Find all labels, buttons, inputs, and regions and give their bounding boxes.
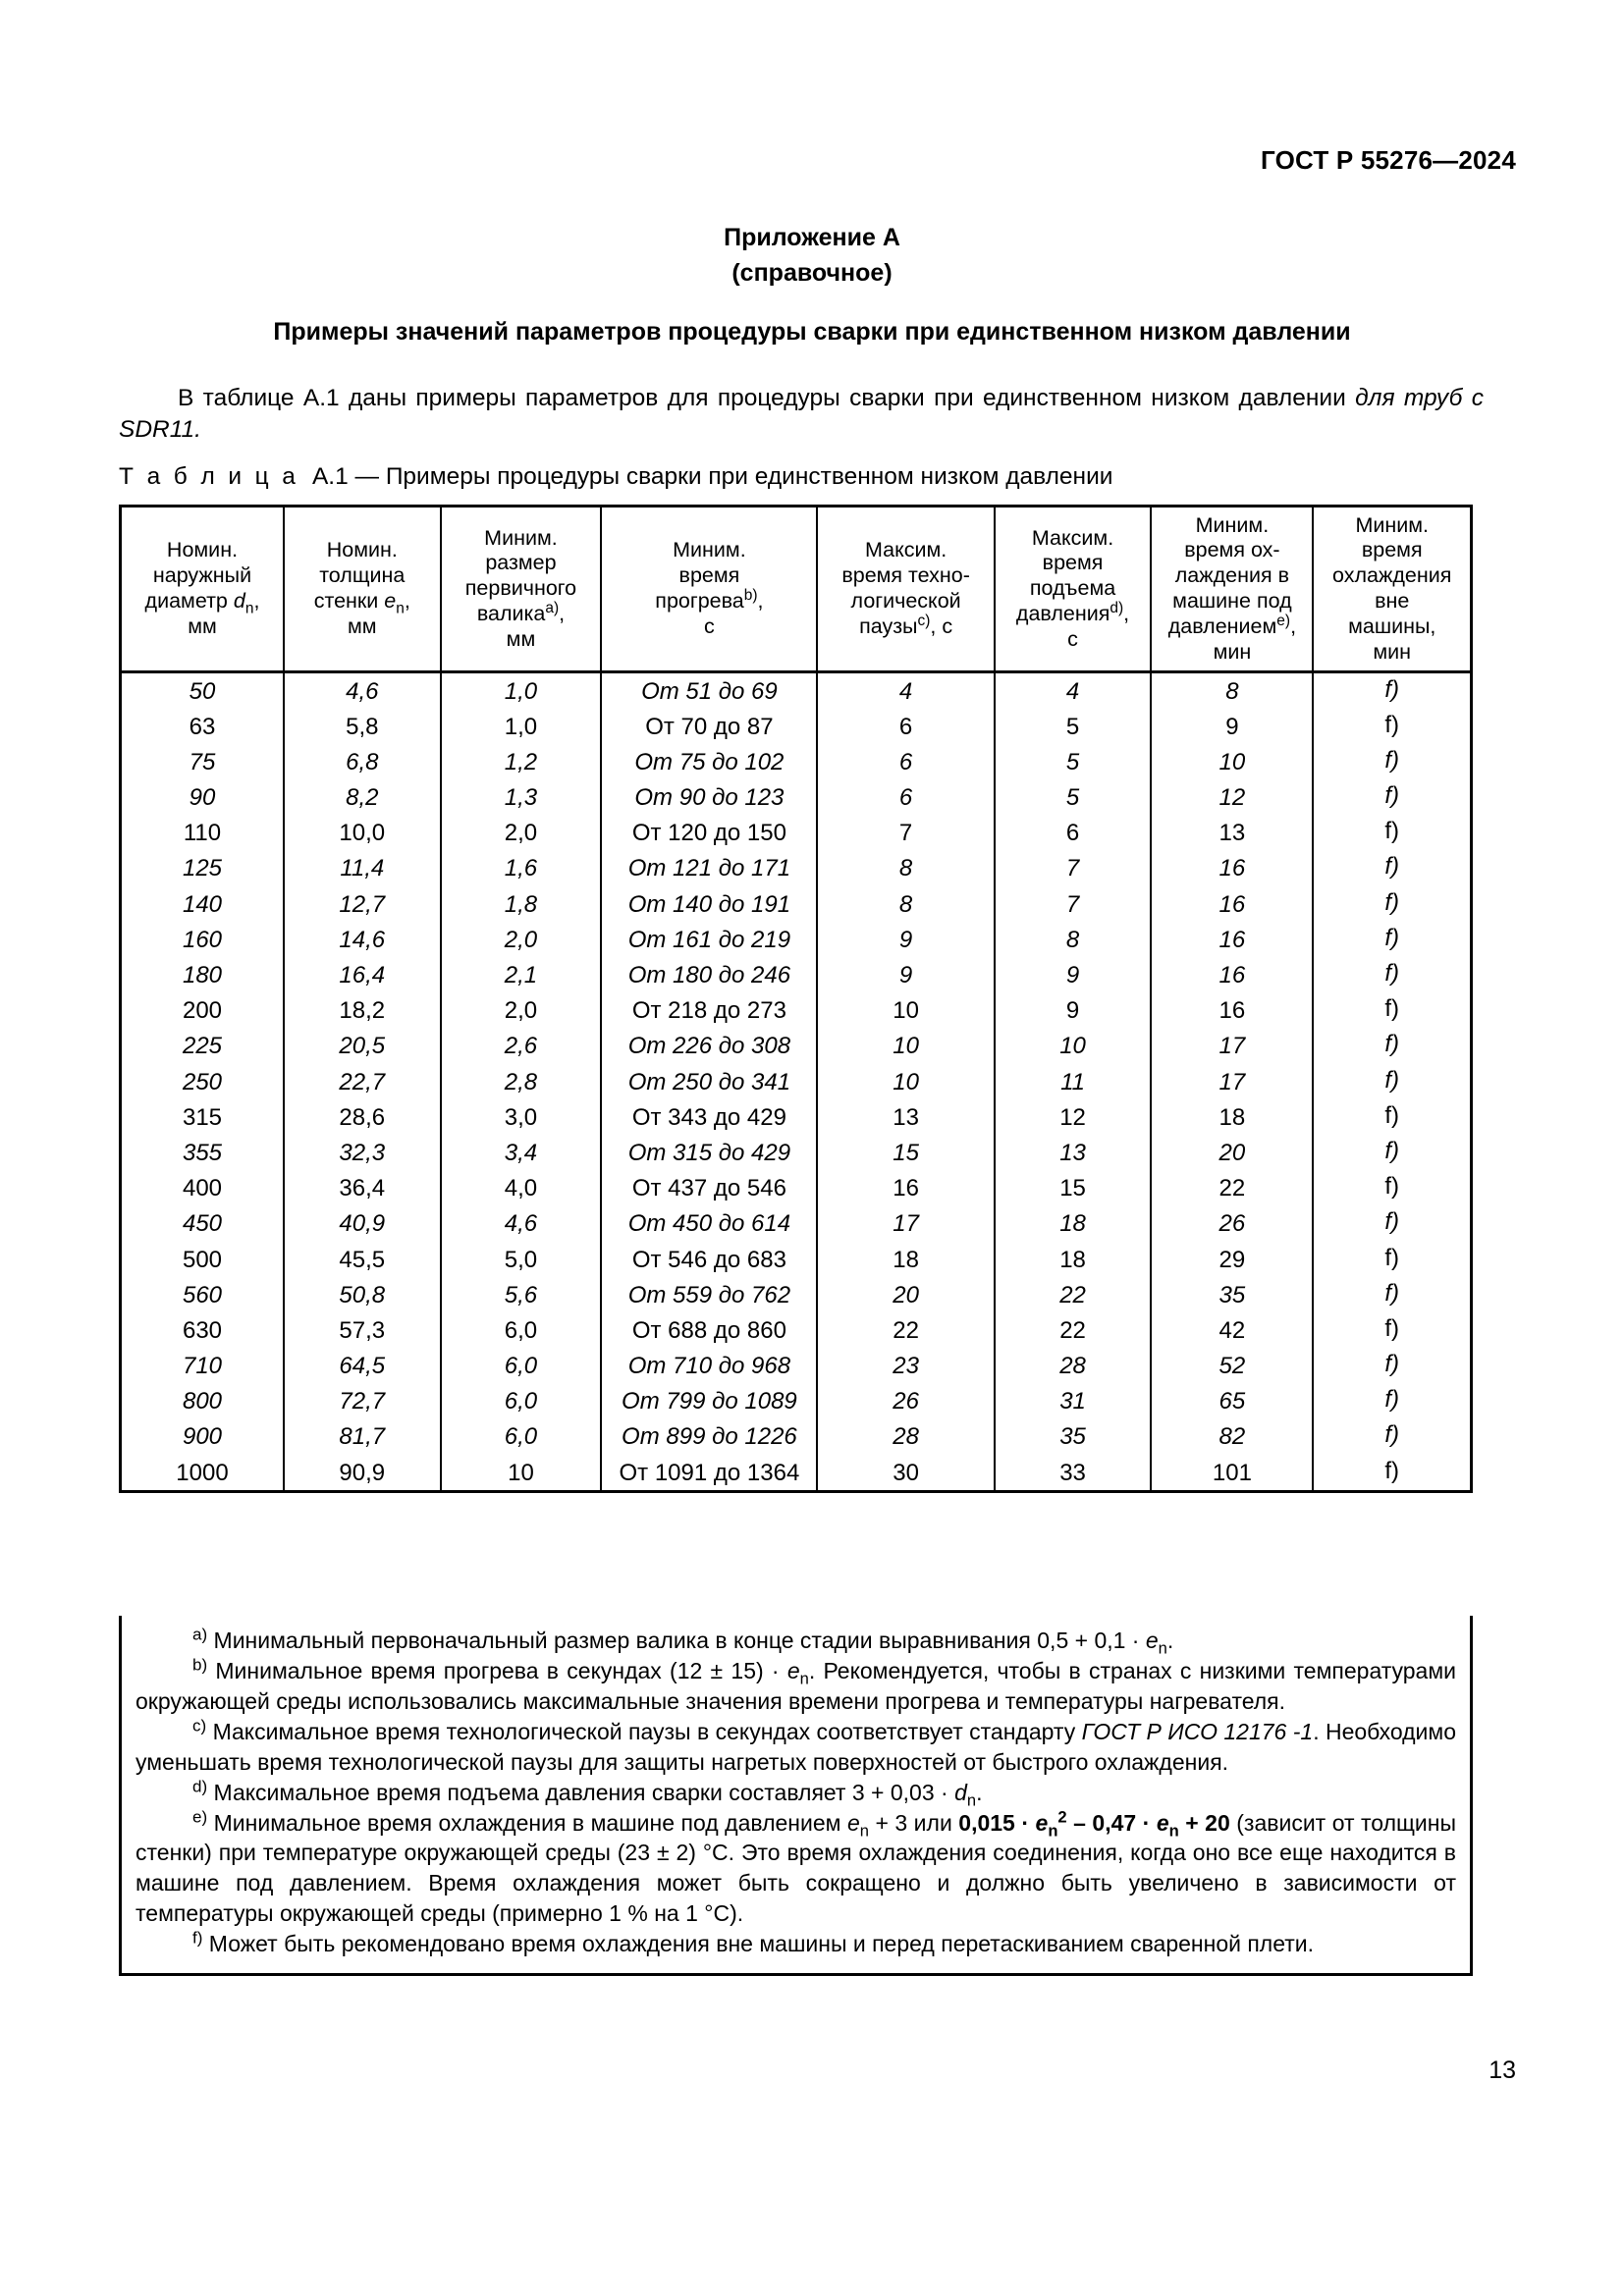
- table-cell: 16: [817, 1171, 994, 1206]
- footnote-ref-f: f): [1384, 1137, 1400, 1164]
- table-cell: 26: [817, 1384, 994, 1419]
- table-cell: 6: [817, 744, 994, 779]
- table-cell: От 70 до 87: [601, 709, 817, 744]
- table-row: [121, 1135, 1472, 1170]
- table-caption: [119, 463, 1112, 491]
- table-cell: 200: [121, 993, 284, 1029]
- table-cell: 225: [121, 1029, 284, 1064]
- table-cell: 710: [121, 1349, 284, 1384]
- table-cell: 6,0: [441, 1419, 602, 1455]
- table-row: [121, 1171, 1472, 1206]
- footnote-d-var: d: [954, 1779, 967, 1805]
- welding-parameters-table: [119, 505, 1473, 1493]
- table-row: [121, 1277, 1472, 1312]
- table-cell: От 121 до 171: [601, 851, 817, 886]
- table-cell: От 250 до 341: [601, 1064, 817, 1099]
- table-footnotes: [119, 1616, 1473, 1976]
- table-cell: 1000: [121, 1455, 284, 1492]
- table-cell: 2,0: [441, 816, 602, 851]
- table-cell: [1313, 672, 1471, 710]
- table-row: [121, 816, 1472, 851]
- table-cell: 10: [817, 1029, 994, 1064]
- table-cell: 29: [1151, 1242, 1313, 1277]
- table-cell: 250: [121, 1064, 284, 1099]
- table-cell: 6,8: [284, 744, 441, 779]
- table-cell: 50: [121, 672, 284, 710]
- table-cell: [1313, 886, 1471, 922]
- table-cell: 14,6: [284, 922, 441, 957]
- table-cell: 4,6: [441, 1206, 602, 1242]
- table-cell: 1,0: [441, 672, 602, 710]
- footnote-e-text-end: (зависит от толщины стенки) при температуре окружающей среды (23 ± 2) °C. Это время охлаждения соединения, когда оно все еще находится в машине под давлением. Время охлаждения может быть сокращено и должно быть увеличено в зависимости от температуры окружающей среды (примерно 1 % на 1 °C).: [135, 1809, 1457, 1927]
- table-cell: 4: [817, 672, 994, 710]
- table-cell: 1,3: [441, 780, 602, 816]
- footnote-c-text: Максимальное время технологической паузы в секундах соответствует стандарту: [206, 1718, 1082, 1744]
- intro-text-part2: для труб с SDR11.: [119, 385, 1484, 444]
- table-cell: 17: [1151, 1029, 1313, 1064]
- table-cell: 9: [1151, 709, 1313, 744]
- formula-part1: 0,015 ·: [958, 1809, 1036, 1836]
- table-cell: 16: [1151, 922, 1313, 957]
- table-row: [121, 1455, 1472, 1492]
- table-cell: [1313, 709, 1471, 744]
- table-cell: 11,4: [284, 851, 441, 886]
- footnote-d-sub: n: [966, 1790, 977, 1810]
- table-cell: 82: [1151, 1419, 1313, 1455]
- table-cell: 36,4: [284, 1171, 441, 1206]
- annex-label: Приложение А: [724, 224, 900, 251]
- footnote-a-text: Минимальный первоначальный размер валика в конце стадии выравнивания 0,5 + 0,1 ·: [207, 1628, 1146, 1653]
- table-cell: 5: [995, 780, 1152, 816]
- footnote-c-standard-ref: ГОСТ Р ИСО 12176 -1: [1081, 1718, 1314, 1744]
- table-cell: 800: [121, 1384, 284, 1419]
- footnote-f-label: f): [192, 1928, 203, 1948]
- table-cell: От 1091 до 1364: [601, 1455, 817, 1492]
- table-cell: 72,7: [284, 1384, 441, 1419]
- table-cell: [1313, 1349, 1471, 1384]
- table-cell: 450: [121, 1206, 284, 1242]
- table-row: [121, 1349, 1472, 1384]
- table-body: [121, 672, 1472, 1492]
- footnote-a-text-end: .: [1166, 1628, 1174, 1653]
- table-cell: 22: [995, 1312, 1152, 1348]
- formula-var2: e: [1156, 1809, 1169, 1836]
- table-cell: 22,7: [284, 1064, 441, 1099]
- intro-text-part1: В таблице А.1 даны примеры параметров для процедуры сварки при единственном низком давлении: [178, 385, 1356, 411]
- footnote-ref-f: f): [1384, 1101, 1400, 1129]
- table-row: [121, 744, 1472, 779]
- table-cell: 5,6: [441, 1277, 602, 1312]
- table-cell: 1,0: [441, 709, 602, 744]
- table-cell: 50,8: [284, 1277, 441, 1312]
- table-cell: 20: [817, 1277, 994, 1312]
- table-cell: 1,6: [441, 851, 602, 886]
- table-cell: 26: [1151, 1206, 1313, 1242]
- table-row: [121, 1206, 1472, 1242]
- formula-part2: – 0,47 ·: [1066, 1809, 1157, 1836]
- footnote-b-var: e: [786, 1657, 800, 1683]
- table-cell: От 90 до 123: [601, 780, 817, 816]
- table-cell: От 343 до 429: [601, 1099, 817, 1135]
- table-cell: 33: [995, 1455, 1152, 1492]
- table-cell: 10: [441, 1455, 602, 1492]
- footnote-c: [135, 1717, 1456, 1778]
- table-row: [121, 780, 1472, 816]
- table-header-row: [121, 507, 1472, 672]
- table-cell: [1313, 780, 1471, 816]
- table-cell: 40,9: [284, 1206, 441, 1242]
- table-cell: [1313, 816, 1471, 851]
- footnote-ref-f: f): [1384, 924, 1400, 951]
- welding-parameters-table-wrapper: [119, 505, 1473, 1493]
- table-cell: 5,0: [441, 1242, 602, 1277]
- table-caption-label: Т а б л и ц а: [119, 463, 299, 490]
- footnote-ref-f: f): [1384, 1457, 1400, 1484]
- table-row: [121, 709, 1472, 744]
- table-cell: 30: [817, 1455, 994, 1492]
- table-cell: 18: [995, 1206, 1152, 1242]
- col-header-nominal-wall-thickness: Номин. толщина стенки $e_n$, мм: [284, 507, 441, 672]
- table-cell: 35: [1151, 1277, 1313, 1312]
- table-cell: 5: [995, 709, 1152, 744]
- table-cell: 18,2: [284, 993, 441, 1029]
- footnote-ref-f: f): [1384, 1279, 1400, 1307]
- table-cell: 16,4: [284, 958, 441, 993]
- table-cell: От 437 до 546: [601, 1171, 817, 1206]
- table-cell: 6: [817, 780, 994, 816]
- table-cell: От 51 до 69: [601, 672, 817, 710]
- table-row: [121, 993, 1472, 1029]
- table-cell: 180: [121, 958, 284, 993]
- footnote-ref-f: f): [1384, 1386, 1400, 1414]
- table-cell: [1313, 1099, 1471, 1135]
- table-cell: 35: [995, 1419, 1152, 1455]
- table-cell: 10: [1151, 744, 1313, 779]
- table-cell: 57,3: [284, 1312, 441, 1348]
- table-cell: 9: [995, 993, 1152, 1029]
- table-cell: 4,6: [284, 672, 441, 710]
- table-cell: [1313, 1029, 1471, 1064]
- table-cell: 15: [817, 1135, 994, 1170]
- table-cell: [1313, 1277, 1471, 1312]
- table-cell: [1313, 922, 1471, 957]
- table-cell: 63: [121, 709, 284, 744]
- footnote-e-formula: [958, 1806, 1230, 1841]
- col-header-min-initial-bead-size: Миним. размер первичного валика$^{a)}$, мм: [441, 507, 602, 672]
- table-cell: 31: [995, 1384, 1152, 1419]
- table-cell: 8,2: [284, 780, 441, 816]
- table-cell: 23: [817, 1349, 994, 1384]
- table-cell: 42: [1151, 1312, 1313, 1348]
- table-cell: 1,2: [441, 744, 602, 779]
- table-cell: [1313, 993, 1471, 1029]
- table-cell: 17: [1151, 1064, 1313, 1099]
- table-cell: От 120 до 150: [601, 816, 817, 851]
- table-cell: 28: [995, 1349, 1152, 1384]
- footnote-a-var: e: [1145, 1628, 1159, 1653]
- table-cell: 52: [1151, 1349, 1313, 1384]
- table-cell: 110: [121, 816, 284, 851]
- table-cell: 8: [817, 851, 994, 886]
- table-cell: 2,8: [441, 1064, 602, 1099]
- col-header-min-cooling-time-out-of-machine: Миним. время охлаждения вне машины, мин: [1313, 507, 1471, 672]
- footnote-e-text2: + 3 или: [868, 1809, 959, 1836]
- table-cell: [1313, 1206, 1471, 1242]
- footnote-ref-f: f): [1384, 1421, 1400, 1449]
- table-cell: От 710 до 968: [601, 1349, 817, 1384]
- table-cell: 6,0: [441, 1349, 602, 1384]
- footnote-d-text: Максимальное время подъема давления сварки составляет 3 + 0,03 ·: [207, 1779, 955, 1805]
- table-cell: 125: [121, 851, 284, 886]
- table-cell: [1313, 1171, 1471, 1206]
- page-title: Примеры значений параметров процедуры сварки при единственном низком давлении: [273, 318, 1351, 346]
- table-cell: 900: [121, 1419, 284, 1455]
- table-cell: 101: [1151, 1455, 1313, 1492]
- table-cell: 64,5: [284, 1349, 441, 1384]
- table-row: [121, 922, 1472, 957]
- footnote-b-sub: n: [799, 1669, 809, 1688]
- table-cell: 2,6: [441, 1029, 602, 1064]
- table-cell: 5: [995, 744, 1152, 779]
- footnote-a-label: a): [192, 1625, 208, 1644]
- footnote-b: [135, 1656, 1456, 1717]
- footnote-ref-f: f): [1384, 818, 1400, 845]
- table-row: [121, 1384, 1472, 1419]
- formula-part3: + 20: [1178, 1809, 1230, 1836]
- table-header: [121, 507, 1472, 672]
- table-cell: [1313, 1419, 1471, 1455]
- footnote-ref-f: f): [1384, 1066, 1400, 1094]
- table-cell: 2,0: [441, 993, 602, 1029]
- intro-paragraph: [119, 383, 1484, 447]
- footnote-d-text-end: .: [976, 1779, 983, 1805]
- table-cell: 2,1: [441, 958, 602, 993]
- table-cell: 6,0: [441, 1384, 602, 1419]
- footnote-ref-f: f): [1384, 1314, 1400, 1342]
- table-cell: [1313, 1312, 1471, 1348]
- table-cell: 45,5: [284, 1242, 441, 1277]
- table-cell: 560: [121, 1277, 284, 1312]
- table-cell: От 218 до 273: [601, 993, 817, 1029]
- table-cell: 7: [995, 851, 1152, 886]
- table-row: [121, 1064, 1472, 1099]
- footnote-f: [135, 1929, 1456, 1959]
- table-cell: 18: [995, 1242, 1152, 1277]
- table-cell: 2,0: [441, 922, 602, 957]
- footnote-d: [135, 1778, 1456, 1808]
- footnote-e-var1: e: [846, 1809, 860, 1836]
- table-cell: [1313, 744, 1471, 779]
- table-cell: 10: [817, 1064, 994, 1099]
- table-cell: [1313, 1455, 1471, 1492]
- footnote-ref-f: f): [1384, 782, 1400, 810]
- table-cell: 13: [1151, 816, 1313, 851]
- table-row: [121, 886, 1472, 922]
- table-cell: 400: [121, 1171, 284, 1206]
- table-cell: От 688 до 860: [601, 1312, 817, 1348]
- table-row: [121, 1419, 1472, 1455]
- table-row: [121, 1029, 1472, 1064]
- table-cell: 8: [817, 886, 994, 922]
- table-cell: 6: [995, 816, 1152, 851]
- table-cell: 12: [995, 1099, 1152, 1135]
- table-cell: [1313, 1242, 1471, 1277]
- table-cell: 32,3: [284, 1135, 441, 1170]
- table-cell: 3,0: [441, 1099, 602, 1135]
- table-row: [121, 1312, 1472, 1348]
- formula-sup1: 2: [1057, 1806, 1067, 1826]
- table-cell: 17: [817, 1206, 994, 1242]
- table-cell: 16: [1151, 958, 1313, 993]
- table-row: [121, 1242, 1472, 1277]
- table-row: [121, 958, 1472, 993]
- footnote-ref-f: f): [1384, 1208, 1400, 1236]
- table-cell: 15: [995, 1171, 1152, 1206]
- document-standard-header: ГОСТ Р 55276—2024: [1261, 145, 1516, 175]
- col-header-max-pressure-buildup-time: Максим. время подъема давления$^{d)}$, с: [995, 507, 1152, 672]
- table-cell: От 450 до 614: [601, 1206, 817, 1242]
- table-cell: 81,7: [284, 1419, 441, 1455]
- table-cell: 8: [995, 922, 1152, 957]
- table-cell: [1313, 1384, 1471, 1419]
- table-cell: 4,0: [441, 1171, 602, 1206]
- footnote-ref-f: f): [1384, 960, 1400, 987]
- table-cell: 12: [1151, 780, 1313, 816]
- table-cell: От 75 до 102: [601, 744, 817, 779]
- table-cell: 28: [817, 1419, 994, 1455]
- table-cell: 20: [1151, 1135, 1313, 1170]
- col-header-min-cooling-time-in-machine: Миним. время ох- лаждения в машине под давлением$^{e)}$, мин: [1151, 507, 1313, 672]
- table-caption-number: А.1 — Примеры процедуры сварки при единственном низком давлении: [311, 463, 1113, 490]
- footnote-ref-f: f): [1384, 1351, 1400, 1378]
- formula-var1: e: [1035, 1809, 1049, 1836]
- table-cell: 140: [121, 886, 284, 922]
- table-cell: 1,8: [441, 886, 602, 922]
- table-cell: От 140 до 191: [601, 886, 817, 922]
- table-cell: 9: [995, 958, 1152, 993]
- footnote-ref-f: f): [1384, 675, 1400, 703]
- col-header-min-heat-soak-time: Миним. время прогрева$^{b)}$, с: [601, 507, 817, 672]
- table-cell: 22: [995, 1277, 1152, 1312]
- footnote-a: [135, 1626, 1456, 1656]
- table-cell: 9: [817, 958, 994, 993]
- footnote-ref-f: f): [1384, 1244, 1400, 1271]
- footnote-ref-f: f): [1384, 1031, 1400, 1058]
- footnote-f-text: Может быть рекомендовано время охлаждения вне машины и перед перетаскиванием сваренной плети.: [202, 1931, 1315, 1957]
- footnote-ref-f: f): [1384, 888, 1400, 916]
- table-cell: 75: [121, 744, 284, 779]
- footnote-ref-f: f): [1384, 711, 1400, 738]
- table-cell: От 180 до 246: [601, 958, 817, 993]
- table-cell: От 226 до 308: [601, 1029, 817, 1064]
- footnote-ref-f: f): [1384, 853, 1400, 881]
- table-cell: От 799 до 1089: [601, 1384, 817, 1419]
- annex-kind: (справочное): [731, 259, 893, 287]
- table-cell: 10: [817, 993, 994, 1029]
- table-cell: 16: [1151, 886, 1313, 922]
- table-cell: 315: [121, 1099, 284, 1135]
- table-cell: 13: [817, 1099, 994, 1135]
- footnote-e-text: Минимальное время охлаждения в машине под давлением: [207, 1809, 847, 1836]
- table-cell: 16: [1151, 993, 1313, 1029]
- footnote-e: [135, 1808, 1456, 1930]
- table-cell: [1313, 958, 1471, 993]
- table-cell: 630: [121, 1312, 284, 1348]
- col-header-nominal-outer-diameter: Номин. наружный диаметр $d_n$, мм: [121, 507, 284, 672]
- table-cell: 18: [1151, 1099, 1313, 1135]
- footnote-ref-f: f): [1384, 995, 1400, 1023]
- page-number: 13: [1489, 2056, 1516, 2084]
- table-cell: 11: [995, 1064, 1152, 1099]
- formula-sub2: n: [1168, 1821, 1179, 1841]
- table-cell: От 899 до 1226: [601, 1419, 817, 1455]
- footnote-c-label: c): [192, 1716, 207, 1735]
- table-cell: 90,9: [284, 1455, 441, 1492]
- table-cell: 9: [817, 922, 994, 957]
- table-cell: 7: [817, 816, 994, 851]
- footnote-a-sub: n: [1158, 1638, 1167, 1658]
- table-cell: 16: [1151, 851, 1313, 886]
- table-cell: 65: [1151, 1384, 1313, 1419]
- table-cell: 22: [817, 1312, 994, 1348]
- table-cell: 18: [817, 1242, 994, 1277]
- table-cell: 10: [995, 1029, 1152, 1064]
- table-cell: 6,0: [441, 1312, 602, 1348]
- footnote-b-text: Минимальное время прогрева в секундах (12 ± 15) ·: [207, 1657, 787, 1683]
- table-cell: От 559 до 762: [601, 1277, 817, 1312]
- table-cell: 28,6: [284, 1099, 441, 1135]
- footnote-ref-f: f): [1384, 746, 1400, 774]
- col-header-max-changeover-time: Максим. время техно- логической паузы$^{c)}$, с: [817, 507, 994, 672]
- footnote-c-text-end: . Необходимо уменьшать время технологической паузы для защиты нагретых поверхностей от быстрого охлаждения.: [135, 1718, 1456, 1775]
- table-cell: От 315 до 429: [601, 1135, 817, 1170]
- table-cell: 13: [995, 1135, 1152, 1170]
- table-cell: 8: [1151, 672, 1313, 710]
- table-row: [121, 851, 1472, 886]
- table-cell: [1313, 1064, 1471, 1099]
- footnote-ref-f: f): [1384, 1173, 1400, 1201]
- table-cell: 90: [121, 780, 284, 816]
- table-cell: 5,8: [284, 709, 441, 744]
- table-row: [121, 1099, 1472, 1135]
- table-cell: 160: [121, 922, 284, 957]
- table-cell: 3,4: [441, 1135, 602, 1170]
- table-cell: 7: [995, 886, 1152, 922]
- footnote-e-sub1: n: [859, 1821, 869, 1841]
- table-row: [121, 672, 1472, 710]
- table-cell: 4: [995, 672, 1152, 710]
- footnote-d-label: d): [192, 1776, 208, 1795]
- table-cell: 12,7: [284, 886, 441, 922]
- footnote-e-label: e): [192, 1806, 208, 1826]
- table-cell: 355: [121, 1135, 284, 1170]
- table-cell: От 161 до 219: [601, 922, 817, 957]
- table-cell: 22: [1151, 1171, 1313, 1206]
- table-cell: 500: [121, 1242, 284, 1277]
- footnote-b-label: b): [192, 1655, 208, 1675]
- table-cell: [1313, 1135, 1471, 1170]
- table-cell: От 546 до 683: [601, 1242, 817, 1277]
- footnote-b-text-end: . Рекомендуется, чтобы в странах с низкими температурами окружающей среды использовались максимальные значения времени прогрева и температуры нагревателя.: [135, 1657, 1457, 1714]
- formula-sub1: n: [1048, 1821, 1058, 1841]
- table-cell: 20,5: [284, 1029, 441, 1064]
- table-cell: 6: [817, 709, 994, 744]
- table-cell: [1313, 851, 1471, 886]
- table-cell: 10,0: [284, 816, 441, 851]
